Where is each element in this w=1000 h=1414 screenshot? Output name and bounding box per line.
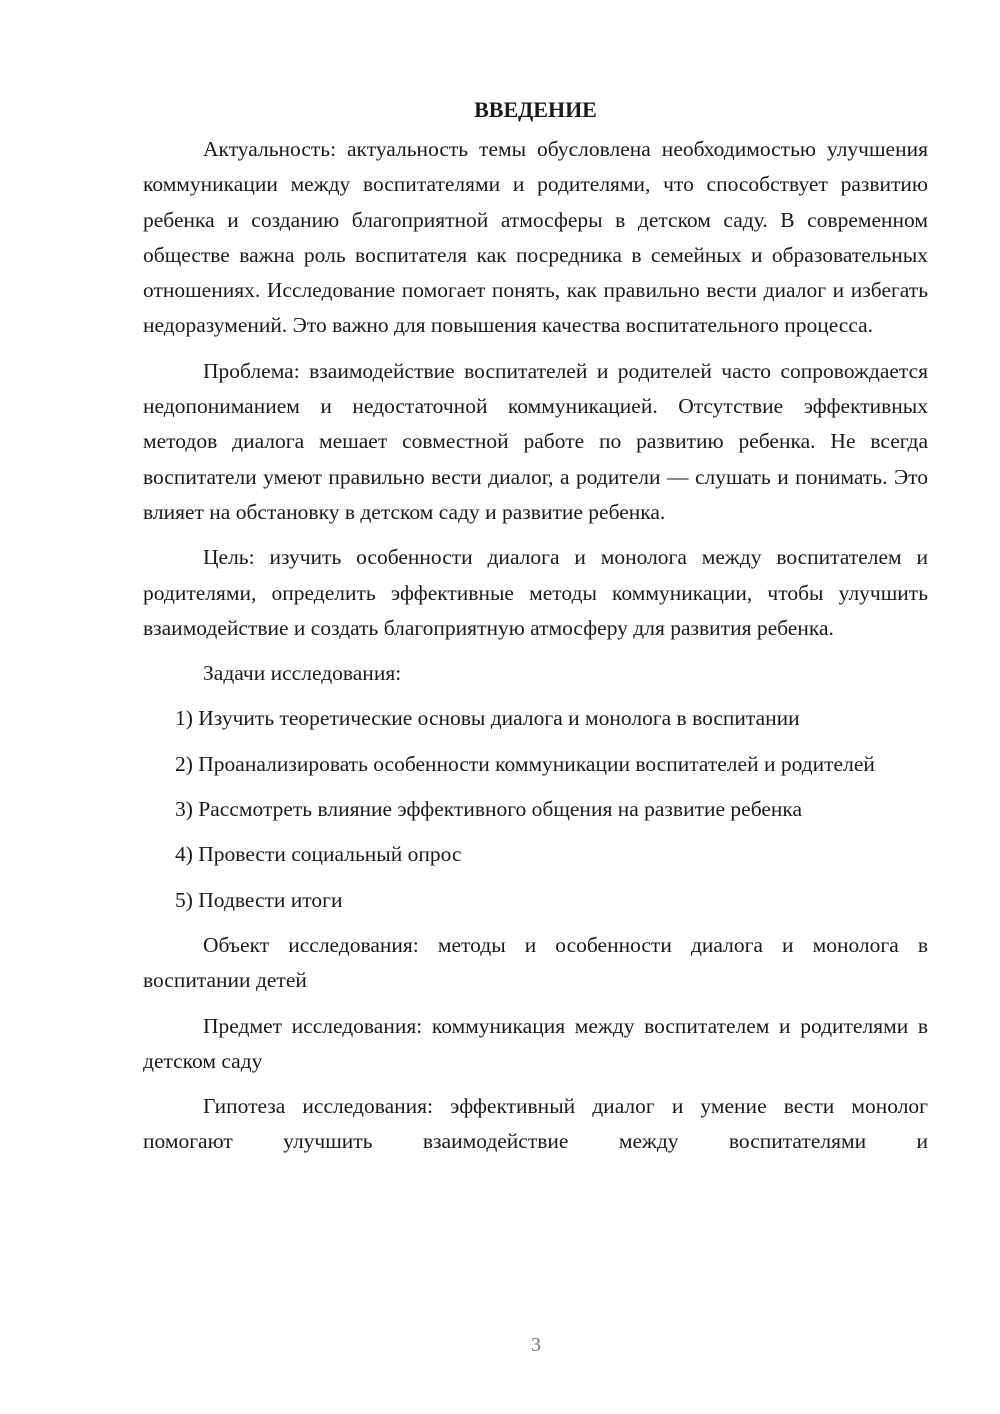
- list-item: 1) Изучить теоретические основы диалога и монолога в воспитании: [175, 706, 800, 731]
- paragraph-goal: Цель: изучить особенности диалога и монолога между воспитателем и родителями, определить эффективные методы коммуникации, чтобы улучшить взаимодействие и создать благоприятную атмосферу для развития ребенка.: [143, 545, 928, 640]
- paragraph-relevance: Актуальность: актуальность темы обусловлена необходимостью улучшения коммуникации между воспитателями и родителями, что способствует развитию ребенка и созданию благоприятной атмосферы в детском саду. В современном обществе важна роль воспитателя как посредника в семейных и образовательных отношениях. Исследование помогает понять, как правильно вести диалог и избегать недоразумений. Это важно для повышения качества воспитательного процесса.: [143, 137, 928, 338]
- tasks-heading: Задачи исследования:: [203, 661, 402, 686]
- paragraph-subject: Предмет исследования: коммуникация между воспитателем и родителями в детском саду: [143, 1013, 928, 1073]
- list-item: 2) Проанализировать особенности коммуникации воспитателей и родителей: [175, 751, 875, 776]
- paragraph-hypothesis: Гипотеза исследования: эффективный диалог и умение вести монолог помогают улучшить взаимодействие между воспитателями и: [143, 1094, 928, 1154]
- paragraph-problem: Проблема: взаимодействие воспитателей и родителей часто сопровождается недопониманием и недостаточной коммуникацией. Отсутствие эффективных методов диалога мешает совместной работе по развитию ребенка. Не всегда воспитатели умеют правильно вести диалог, а родители — слушать и понимать. Это влияет на обстановку в детском саду и развитие ребенка.: [143, 358, 928, 524]
- list-item: 5) Подвести итоги: [175, 887, 343, 912]
- tasks-list: [143, 701, 928, 917]
- list-item: 4) Провести социальный опрос: [175, 842, 462, 867]
- page-title: ВВЕДЕНИЕ: [474, 97, 597, 122]
- paragraph-object: Объект исследования: методы и особенности диалога и монолога в воспитании детей: [143, 932, 928, 993]
- page-number: 3: [531, 1334, 541, 1356]
- document-page: [143, 92, 928, 1170]
- list-item: 3) Рассмотреть влияние эффективного общения на развитие ребенка: [175, 797, 803, 822]
